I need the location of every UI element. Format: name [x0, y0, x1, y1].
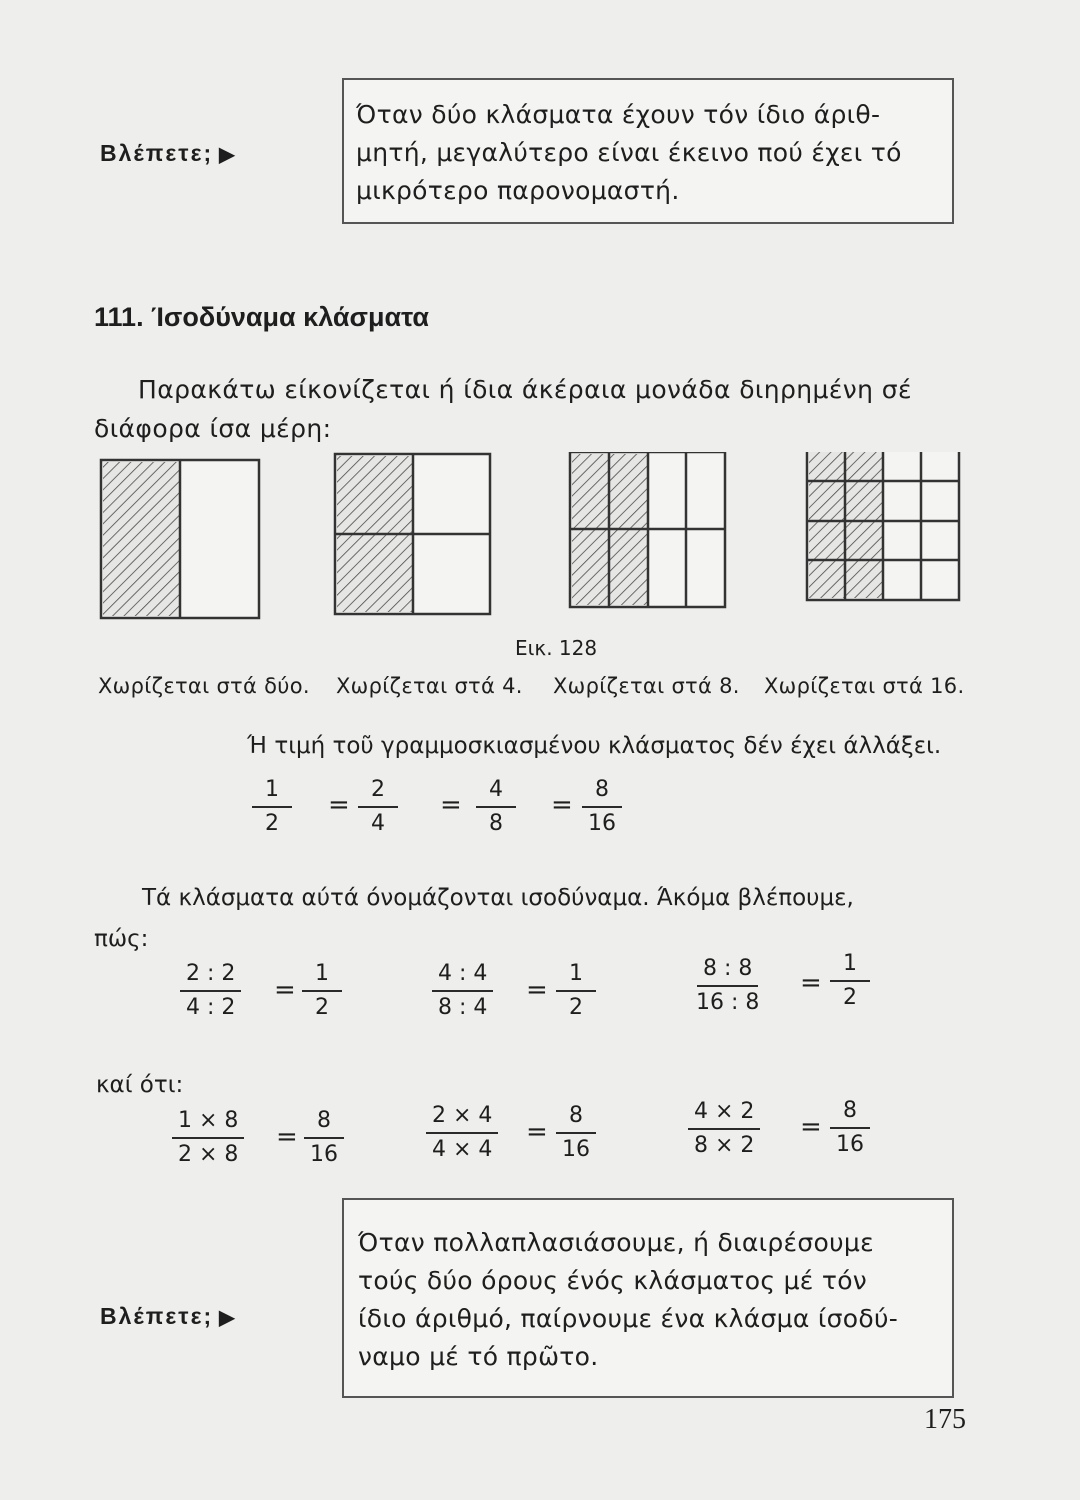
fraction-denominator: 2 × 8: [178, 1142, 239, 1167]
fraction-denominator: 2: [843, 985, 857, 1010]
fraction-numerator: 1: [830, 950, 870, 982]
result-fraction: [556, 1102, 596, 1164]
fraction-numerator: 8: [304, 1107, 344, 1139]
rule-box-2-line: ναμο μέ τό πρῶτο.: [358, 1342, 599, 1371]
fraction-numerator: 4 × 2: [688, 1098, 760, 1130]
rule-box-equivalent-fractions: [342, 1198, 954, 1398]
multiplication-fraction: [172, 1107, 244, 1169]
fraction-numerator: 4: [476, 776, 516, 808]
multiplication-fraction: [688, 1098, 760, 1160]
called-line-2: πώς:: [94, 926, 149, 952]
see-label-top: [100, 140, 237, 167]
rule-box-2-text: [358, 1224, 948, 1376]
label-eighths: Χωρίζεται στά 8.: [553, 674, 740, 698]
statement: Ή τιμή τοῦ γραμμοσκιασμένου κλάσματος δέν έχει άλλάξει.: [247, 733, 942, 759]
rule-box-1-text: [356, 96, 946, 210]
figure-128: [95, 452, 965, 627]
fraction-numerator: 4 : 4: [432, 960, 493, 992]
fraction-numerator: 2: [358, 776, 398, 808]
rule-box-1-line: μικρότερο παρονομαστή.: [356, 176, 680, 205]
fraction-denominator: 8 × 2: [694, 1133, 755, 1158]
result-fraction: [830, 950, 870, 1012]
intro-line-2: διάφορα ίσα μέρη:: [94, 414, 332, 443]
see-arrow-icon: ▶: [219, 1307, 237, 1329]
result-fraction: [556, 960, 596, 1022]
see-label-bottom: [100, 1303, 237, 1330]
result-fraction: [302, 960, 342, 1022]
called-line-1: Τά κλάσματα αύτά όνομάζονται ισοδύναμα. Άκόμα βλέπουμε,: [142, 885, 854, 911]
fraction-numerator: 2 × 4: [426, 1102, 498, 1134]
intro-line-1: Παρακάτω είκονίζεται ή ίδια άκέραια μονάδα διηρημένη σέ: [138, 375, 912, 404]
square-sixteenths: [807, 452, 959, 600]
division-fraction: [180, 960, 241, 1022]
square-eighths: [570, 452, 725, 607]
fraction-numerator: 1: [302, 960, 342, 992]
fraction-numerator: 2 : 2: [180, 960, 241, 992]
fraction-denominator: 16: [588, 811, 616, 836]
fraction-denominator: 2: [569, 995, 583, 1020]
see-label-text: Βλέπετε;: [100, 1303, 214, 1329]
equals-sign: =: [800, 968, 822, 998]
square-halves: [101, 460, 259, 618]
division-fraction: [690, 955, 765, 1017]
and-that-label: καί ότι:: [96, 1072, 184, 1098]
fraction-denominator: 16: [562, 1137, 590, 1162]
fraction-denominator: 16: [310, 1142, 338, 1167]
multiplication-fraction: [426, 1102, 498, 1164]
label-sixteenths: Χωρίζεται στά 16.: [764, 674, 965, 698]
fraction-denominator: 2: [265, 811, 279, 836]
result-fraction: [830, 1097, 870, 1159]
equals-sign: =: [276, 1122, 298, 1152]
rule-box-2-line: ίδιο άριθμό, παίρνουμε ένα κλάσμα ίσοδύ-: [358, 1304, 899, 1333]
fraction-2-4: [358, 776, 398, 838]
fraction-4-8: [476, 776, 516, 838]
rule-box-2-line: τούς δύο όρους ένός κλάσματος μέ τόν: [358, 1266, 868, 1295]
figure-caption: Εικ. 128: [515, 636, 598, 660]
result-fraction: [304, 1107, 344, 1169]
fraction-numerator: 8: [582, 776, 622, 808]
fraction-numerator: 1 × 8: [172, 1107, 244, 1139]
division-fraction: [432, 960, 493, 1022]
page-number: 175: [924, 1404, 966, 1435]
equals-sign: =: [440, 790, 462, 820]
fraction-denominator: 8 : 4: [438, 995, 488, 1020]
equals-sign: =: [328, 790, 350, 820]
equals-sign: =: [551, 790, 573, 820]
see-label-text: Βλέπετε;: [100, 140, 214, 166]
fraction-denominator: 16 : 8: [696, 990, 760, 1015]
fraction-denominator: 4 : 2: [186, 995, 236, 1020]
fraction-numerator: 8: [830, 1097, 870, 1129]
fraction-denominator: 8: [489, 811, 503, 836]
section-heading: 111. Ίσοδύναμα κλάσματα: [94, 302, 429, 332]
equals-sign: =: [274, 975, 296, 1005]
fraction-numerator: 8: [556, 1102, 596, 1134]
fraction-denominator: 4 × 4: [432, 1137, 493, 1162]
fraction-1-2: [252, 776, 292, 838]
label-halves: Χωρίζεται στά δύο.: [98, 674, 310, 698]
rule-box-1-line: μητή, μεγαλύτερο είναι έκεινο πού έχει τό: [356, 138, 902, 167]
fraction-numerator: 1: [556, 960, 596, 992]
label-quarters: Χωρίζεται στά 4.: [336, 674, 523, 698]
see-arrow-icon: ▶: [219, 144, 237, 166]
equals-sign: =: [526, 1117, 548, 1147]
fraction-denominator: 16: [836, 1132, 864, 1157]
square-quarters: [335, 454, 490, 614]
fraction-8-16: [582, 776, 622, 838]
rule-box-larger-fraction: [342, 78, 954, 224]
equals-sign: =: [800, 1112, 822, 1142]
fraction-numerator: 1: [252, 776, 292, 808]
fraction-denominator: 2: [315, 995, 329, 1020]
fraction-denominator: 4: [371, 811, 385, 836]
rule-box-1-line: Όταν δύο κλάσματα έχουν τόν ίδιο άριθ-: [356, 100, 881, 129]
equals-sign: =: [526, 975, 548, 1005]
fraction-numerator: 8 : 8: [697, 955, 758, 987]
rule-box-2-line: Όταν πολλαπλασιάσουμε, ή διαιρέσουμε: [358, 1228, 874, 1257]
